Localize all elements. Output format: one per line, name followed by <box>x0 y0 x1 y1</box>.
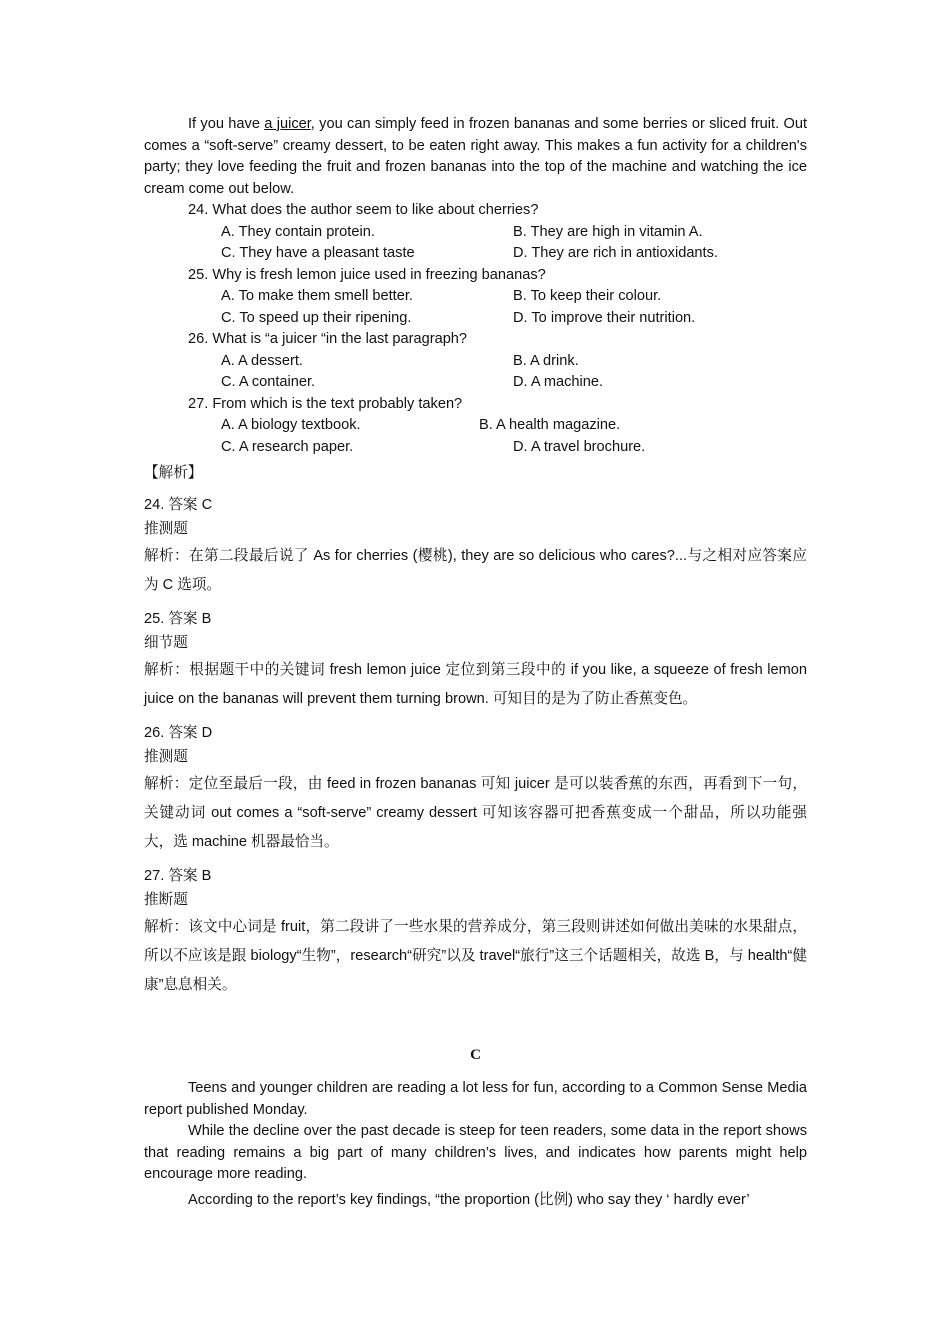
section-paragraph: According to the report’s key findings, “the proportion (比例) who say they ‘ hardly ever’ <box>188 1191 750 1208</box>
question-stem: 25. Why is fresh lemon juice used in freezing bananas? <box>188 266 546 283</box>
answer-block-27 <box>144 865 807 1000</box>
question-type: 推测题 <box>144 521 188 537</box>
option-a: A. A biology textbook. <box>221 417 361 433</box>
answer-key: 26. 答案 D <box>144 725 213 741</box>
explanation: 解析：在第二段最后说了 As for cherries (樱桃), they are so delicious who cares?...与之相对应答案应为 C 选项。 <box>144 548 807 593</box>
option-a: A. They contain protein. <box>221 223 375 240</box>
question-stem: 27. From which is the text probably taken? <box>188 395 463 412</box>
underlined-phrase: a juicer <box>264 116 311 132</box>
option-d: D. A machine. <box>513 374 604 390</box>
answer-block-24 <box>144 494 807 600</box>
question-type: 推测题 <box>144 749 188 765</box>
answer-block-25 <box>144 608 807 714</box>
answer-block-26 <box>144 722 807 857</box>
question-25 <box>144 265 807 330</box>
option-c: C. To speed up their ripening. <box>221 309 412 326</box>
spacer <box>144 1068 807 1078</box>
passage-paragraph <box>144 114 807 200</box>
question-type: 细节题 <box>144 635 188 651</box>
question-stem: 26. What is “a juicer “in the last paragraph? <box>188 331 468 347</box>
question-27 <box>144 394 807 459</box>
question-26 <box>144 329 807 394</box>
answer-key: 27. 答案 B <box>144 868 212 884</box>
option-c: C. A container. <box>221 374 316 390</box>
analysis-heading: 【解析】 <box>144 465 203 481</box>
section-title: C <box>470 1047 481 1063</box>
option-b: B. They are high in vitamin A. <box>513 223 703 240</box>
option-b: B. To keep their colour. <box>513 288 662 304</box>
question-options <box>221 222 807 265</box>
option-c: C. A research paper. <box>221 438 354 455</box>
option-d: D. A travel brochure. <box>513 438 646 455</box>
option-d: D. To improve their nutrition. <box>513 309 696 326</box>
option-b: B. A health magazine. <box>479 417 621 433</box>
question-options <box>221 286 807 329</box>
explanation: 解析：该文中心词是 fruit，第二段讲了一些水果的营养成分，第三段则讲述如何做出美味的水果甜点，所以不应该是跟 biology“生物”，research“研究”以及 travel“旅行”这三个话题相关，故选 B，与 health“健康”息息相关。 <box>144 919 807 993</box>
option-b: B. A drink. <box>513 352 579 369</box>
question-stem: 24. What does the author seem to like about cherries? <box>188 202 539 218</box>
section-paragraph: While the decline over the past decade is steep for teen readers, some data in the report shows that reading remains a big part of many children’s lives, and indicates how parents might help encourage more reading. <box>144 1123 807 1182</box>
answer-key: 24. 答案 C <box>144 497 213 513</box>
question-24 <box>144 200 807 265</box>
question-options <box>221 351 807 394</box>
option-d: D. They are rich in antioxidants. <box>513 245 718 261</box>
document-page <box>144 114 807 1211</box>
option-c: C. They have a pleasant taste <box>221 245 415 261</box>
option-a: A. A dessert. <box>221 352 303 369</box>
answer-key: 25. 答案 B <box>144 611 212 627</box>
section-paragraph: Teens and younger children are reading a lot less for fun, according to a Common Sense Media report published Monday. <box>144 1080 807 1118</box>
question-options <box>221 415 807 437</box>
option-a: A. To make them smell better. <box>221 288 413 304</box>
question-options <box>221 437 807 459</box>
paragraph-text: If you have <box>188 116 265 132</box>
explanation: 解析：根据题干中的关键词 fresh lemon juice 定位到第三段中的 if you like, a squeeze of fresh lemon juice on the bananas will prevent them turning brown. 可知目的是为了防止香蕉变色。 <box>144 662 807 707</box>
paragraph-text: , you can simply feed in frozen bananas and some berries or sliced fruit. Out comes a “soft-serve” creamy dessert, to be eaten right away. This makes a fun activity for a children's party; they love feeding the fruit and frozen bananas into the top of the machine and watching the ice cream come out below. <box>144 116 807 197</box>
explanation: 解析：定位至最后一段，由 feed in frozen bananas 可知 juicer 是可以装香蕉的东西，再看到下一句，关键动词 out comes a “soft-serve” creamy dessert 可知该容器可把香蕉变成一个甜品，所以功能强大，选 machine 机器最恰当。 <box>144 776 807 850</box>
question-type: 推断题 <box>144 892 188 908</box>
